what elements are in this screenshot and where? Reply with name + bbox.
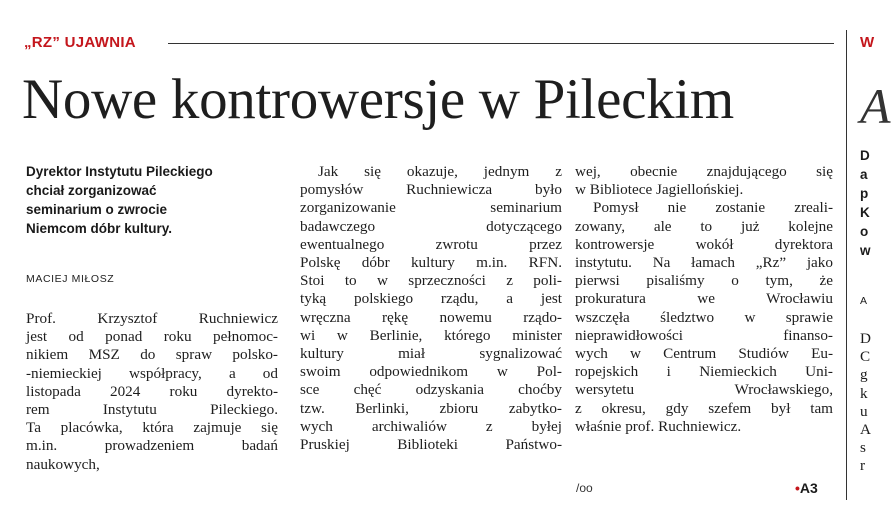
text-line: m.in. prowadzeniem badań xyxy=(26,437,278,455)
text-line: właśnie prof. Ruchniewicz. xyxy=(575,417,742,435)
text-line: zorganizowanie seminarium xyxy=(300,199,562,217)
page-reference xyxy=(795,480,818,496)
text-line: wej, obecnie znajdującego się xyxy=(575,163,833,180)
author-signature: /oo xyxy=(576,481,593,495)
text-line: Prof. Krzysztof Ruchniewicz xyxy=(26,310,278,327)
next-article-rubric: W xyxy=(860,34,875,51)
text-line: C xyxy=(860,348,871,366)
next-article-body xyxy=(860,330,871,476)
rubric-rule xyxy=(168,43,834,44)
text-line: a xyxy=(860,167,868,182)
text-line: rem Instytutu Pileckiego. xyxy=(26,401,278,419)
text-line: u xyxy=(860,402,868,420)
text-line: wersytetu Wrocławskiego, xyxy=(575,381,833,399)
text-line: D xyxy=(860,330,871,347)
text-line: -niemieckiej współpracy, a od xyxy=(26,364,278,382)
text-line: prokuratura we Wrocławiu xyxy=(575,290,833,308)
page-ref-label: A3 xyxy=(799,480,818,496)
text-line: wych w Centrum Studiów Eu- xyxy=(575,345,833,363)
text-line: g xyxy=(860,366,868,384)
text-line: wych archiwaliów z byłej xyxy=(300,417,562,435)
text-line: D xyxy=(860,148,870,163)
text-line: wręczna rękę nowemu rządo- xyxy=(300,308,562,326)
text-line: Polskę dóbr kultury m.in. RFN. xyxy=(300,254,562,272)
lead-line: Niemcom dóbr kultury. xyxy=(26,221,173,236)
body-column-3 xyxy=(575,163,833,436)
text-line: r xyxy=(860,457,866,475)
text-line: swoim odpowiednikom w Pol- xyxy=(300,363,562,381)
lead-line: chciał zorganizować xyxy=(26,183,157,198)
text-line: nikiem MSZ do spraw polsko- xyxy=(26,346,278,364)
text-line: kultury miał sygnalizować xyxy=(300,345,562,363)
text-line: Jak się okazuje, jednym z xyxy=(318,163,562,180)
byline: MACIEJ MIŁOSZ xyxy=(26,273,115,285)
next-article-byline: A xyxy=(860,295,868,307)
text-line: Pruskiej Biblioteki Państwo- xyxy=(300,436,562,454)
body-column-1 xyxy=(26,310,278,474)
text-line: o xyxy=(860,224,869,239)
text-line: wi w Berlinie, którego minister xyxy=(300,326,562,344)
lead-line: seminarium o zwrocie xyxy=(26,202,168,217)
text-line: ropejskich i Niemieckich Uni- xyxy=(575,363,833,381)
text-line: pierwsi pisaliśmy o tym, że xyxy=(575,272,833,290)
text-line: wszczęła śledztwo w sprawie xyxy=(575,308,833,326)
text-line: w Bibliotece Jagiellońskiej. xyxy=(575,181,744,199)
text-line: jest od ponad roku pełnomoc- xyxy=(26,328,278,346)
next-article-lead xyxy=(860,146,871,260)
text-line: K xyxy=(860,205,870,220)
text-line: naukowych, xyxy=(26,455,100,473)
text-line: tzw. Berlinki, zbioru zabytko- xyxy=(300,399,562,417)
headline: Nowe kontrowersje w Pileckim xyxy=(22,68,734,131)
text-line: zowany, ale to już kolejne xyxy=(575,217,833,235)
text-line: Pomysł nie zostanie zreali- xyxy=(593,199,833,217)
text-line: kontrowersje wokół dyrektora xyxy=(575,235,833,253)
text-line: w xyxy=(860,243,871,258)
text-line: k xyxy=(860,384,868,402)
text-line: A xyxy=(860,421,871,439)
lead-paragraph xyxy=(26,162,276,238)
text-line: ewentualnego zwrotu przez xyxy=(300,235,562,253)
text-line: z okresu, gdy szefem był tam xyxy=(575,399,833,417)
text-line: instytutu. Na łamach „Rz” jako xyxy=(575,254,833,272)
column-divider xyxy=(846,30,847,500)
text-line: nieprawidłowości finanso- xyxy=(575,326,833,344)
text-line: tyką polskiego rządu, a jest xyxy=(300,290,562,308)
page-ref-marker: • xyxy=(795,480,800,496)
lead-line: Dyrektor Instytutu Pileckiego xyxy=(26,164,213,179)
article-rubric: „RZ” UJAWNIA xyxy=(24,34,136,51)
next-article-headline: A xyxy=(860,78,891,134)
text-line: sce chęć odzyskania choćby xyxy=(300,381,562,399)
text-line: pomysłów Ruchniewicza było xyxy=(300,181,562,199)
text-line: s xyxy=(860,439,866,457)
text-line: badawczego dotyczącego xyxy=(300,217,562,235)
text-line: listopada 2024 roku dyrekto- xyxy=(26,382,278,400)
text-line: p xyxy=(860,186,869,201)
text-line: Ta placówka, która zajmuje się xyxy=(26,419,278,437)
text-line: Stoi to w sprzeczności z poli- xyxy=(300,272,562,290)
body-column-2 xyxy=(300,163,562,454)
